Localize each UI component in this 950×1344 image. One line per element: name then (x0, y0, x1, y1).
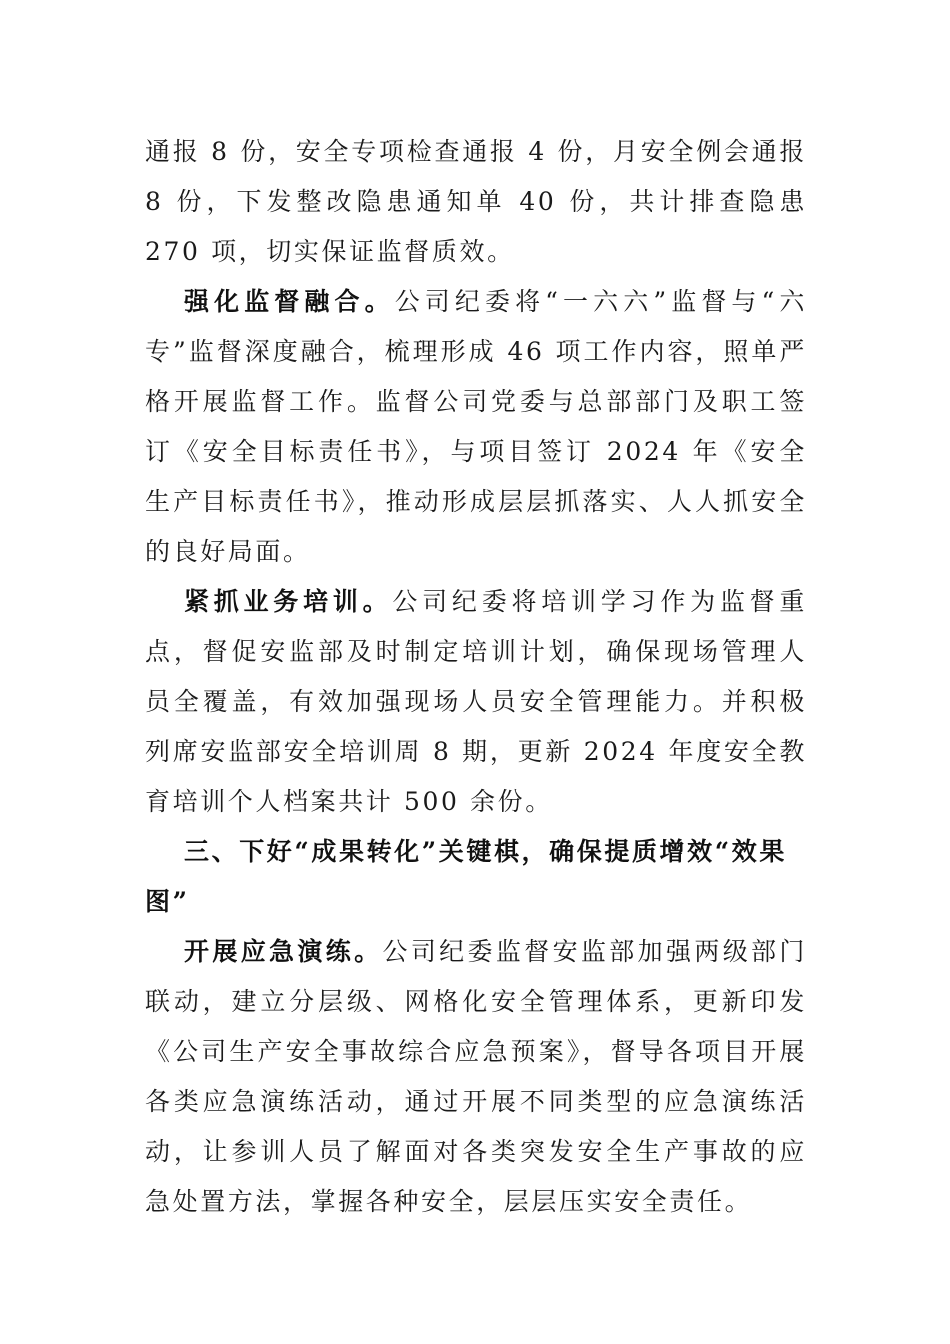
section-heading: 三、下好“成果转化”关键棋，确保提质增效“效果图” (145, 837, 787, 916)
paragraph-continuation (145, 127, 807, 277)
paragraph-text: 公司纪委监督安监部加强两级部门联动，建立分层级、网格化安全管理体系，更新印发《公司生产安全事故综合应急预案》，督导各项目开展各类应急演练活动，通过开展不同类型的应急演练活动，让参训人员了解面对各类突发安全生产事故的应急处置方法，掌握各种安全，层层压实安全责任。 (145, 937, 807, 1216)
document-body (145, 127, 807, 1227)
paragraph-lead: 开展应急演练。 (184, 937, 383, 966)
paragraph-supervision-integration (145, 277, 807, 577)
paragraph-business-training (145, 577, 807, 827)
paragraph-lead: 强化监督融合。 (184, 287, 395, 316)
paragraph-text: 公司纪委将培训学习作为监督重点，督促安监部及时制定培训计划，确保现场管理人员全覆盖，有效加强现场人员安全管理能力。并积极列席安监部安全培训周 8 期，更新 2024 年度安全教育培训个人档案共计 500 余份。 (145, 587, 807, 816)
paragraph-emergency-drill (145, 927, 807, 1227)
paragraph-lead: 紧抓业务培训。 (184, 587, 393, 616)
paragraph-text: 公司纪委将“一六六”监督与“六专”监督深度融合，梳理形成 46 项工作内容，照单严格开展监督工作。监督公司党委与总部部门及职工签订《安全目标责任书》，与项目签订 2024 年《安全生产目标责任书》，推动形成层层抓落实、人人抓安全的良好局面。 (145, 287, 807, 566)
paragraph-text: 通报 8 份，安全专项检查通报 4 份，月安全例会通报 8 份，下发整改隐患通知单 40 份，共计排查隐患 270 项，切实保证监督质效。 (145, 137, 807, 266)
